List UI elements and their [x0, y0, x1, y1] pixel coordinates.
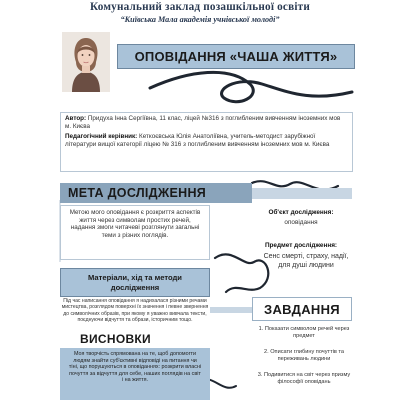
research-subject-label: Предмет дослідження: — [264, 242, 338, 249]
conclusions-heading: ВИСНОВКИ — [80, 332, 151, 346]
academy-name: “Київська Мала академія учнівської молоді” — [120, 15, 280, 24]
supervisor-label: Педагогічний керівник: — [65, 133, 138, 141]
research-object-value: оповідання — [284, 219, 318, 226]
supervisor-paragraph — [65, 133, 348, 148]
supervisor-text: Кеткоєвська Юлія Анатоліївна, учитель-методист зарубіжної літератури вищої категорії ліцею № 316 з поглибленим вивченням іноземних мов м. Києва — [65, 133, 330, 148]
tasks-strip — [210, 307, 252, 313]
research-goal-box — [60, 205, 210, 260]
tasks-heading: ЗАВДАННЯ — [264, 301, 340, 317]
author-name: Придуха Інна Сергіївна, — [87, 115, 158, 122]
author-photo — [62, 32, 110, 92]
decorative-swirl-top — [150, 72, 352, 101]
author-paragraph — [65, 115, 348, 130]
story-title: ОПОВІДАННЯ «ЧАША ЖИТТЯ» — [134, 49, 338, 64]
research-object-label: Об'єкт дослідження: — [268, 209, 334, 216]
conclusions-box — [60, 348, 210, 400]
research-goal-text: Метою мого оповідання є розкриття аспектів життя через символам простих речей, надання змоги читачеві розглянути загальні теми з різних поглядів. — [69, 209, 201, 239]
research-goal-header — [60, 183, 252, 203]
research-goal-heading: МЕТА ДОСЛІДЖЕННЯ — [68, 186, 207, 200]
materials-methods-header — [60, 268, 210, 297]
task-item-1: 1. Показати символом речей через предмет — [258, 326, 350, 339]
author-label: Автор: — [65, 115, 87, 122]
author-details: 11 клас, ліцей №316 з поглибленим вивченням іноземних мов м. Києва — [65, 115, 341, 130]
task-item-2: 2. Описати глибину почуттів та переживань людини — [263, 349, 345, 362]
materials-methods-heading: Матеріали, хід та методи дослідження — [88, 273, 182, 292]
research-subject-value: Сенс смерті, страху, надії, для душі людини — [263, 253, 349, 269]
task-item-3: 3. Подивитися на світ через призму філософії оповідань — [257, 372, 351, 385]
institution-name: Комунальний заклад позашкільної освіти — [90, 1, 310, 13]
materials-methods-text: Під час написання оповідання я надихалася різними речами мистецтва, розглядом поверхні їх значення і певне звернення до символічних образів, при якому я уважно вивчала тексти, поєднуючи відчуття та образи, історичним тощо. — [61, 298, 209, 324]
conclusions-header — [60, 331, 210, 347]
tasks-header — [252, 297, 352, 321]
author-info-box — [60, 112, 353, 172]
decorative-strip — [252, 188, 352, 199]
story-title-banner — [117, 44, 355, 69]
conclusions-text: Моя творчість спрямована на те, щоб допомогти людям знайти суб'єктивні відповіді на питання чи тіні, що порушуються в оповіданнях: розкрити власні почуття за відчуття для себе, наших поглядів на світ і на життя. — [68, 351, 202, 383]
